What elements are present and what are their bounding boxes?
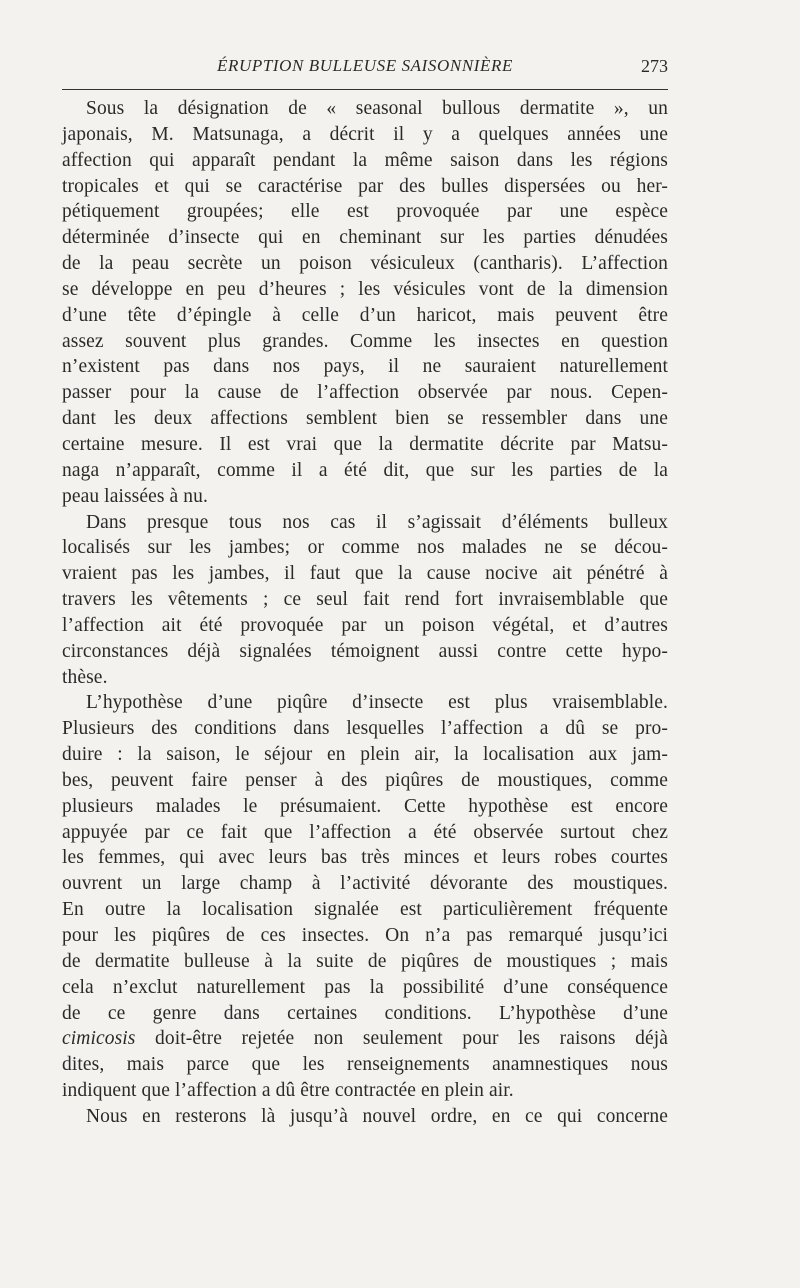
body-text	[62, 96, 668, 1130]
text-line: certaine mesure. Il est vrai que la dermatite décrite par Matsu-	[62, 433, 668, 455]
text-line: indiquent que l’affection a dû être contractée en plein air.	[62, 1080, 514, 1102]
text-line: peau laissées à nu.	[62, 485, 208, 507]
page-number: 273	[641, 56, 668, 76]
text-line: L’hypothèse d’une piqûre d’insecte est plus vraisemblable.	[86, 692, 668, 714]
text-line: localisés sur les jambes; or comme nos malades ne se décou-	[62, 537, 668, 559]
text-line: l’affection ait été provoquée par un poison végétal, et d’autres	[62, 614, 668, 636]
text-line: cela n’exclut naturellement pas la possibilité d’une conséquence	[62, 976, 668, 998]
text-line: se développe en peu d’heures ; les vésicules vont de la dimension	[62, 278, 668, 300]
text-line: Plusieurs des conditions dans lesquelles l’affection a dû se pro-	[62, 718, 668, 740]
text-line: ouvrent un large champ à l’activité dévorante des moustiques.	[62, 873, 668, 895]
text-line: les femmes, qui avec leurs bas très minces et leurs robes courtes	[62, 847, 668, 869]
text-line: pour les piqûres de ces insectes. On n’a pas remarqué jusqu’ici	[62, 925, 668, 946]
text-line: déterminée d’insecte qui en cheminant sur les parties dénudées	[62, 227, 668, 249]
text-line: Nous en resterons là jusqu’à nouvel ordre, en ce qui concerne	[86, 1105, 668, 1127]
text-line: vraient pas les jambes, il faut que la cause nocive ait pénétré à	[62, 563, 668, 585]
text-line: appuyée par ce fait que l’affection a été observée surtout chez	[62, 821, 668, 843]
text-line: assez souvent plus grandes. Comme les insectes en question	[62, 330, 668, 352]
text-line: de ce genre dans certaines conditions. L’hypothèse d’une	[62, 1002, 668, 1024]
text-line: japonais, M. Matsunaga, a décrit il y a quelques années une	[62, 123, 668, 145]
text-line: n’existent pas dans nos pays, il ne sauraient naturellement	[62, 356, 668, 378]
text-line: duire : la saison, le séjour en plein air, la localisation aux jam-	[62, 744, 668, 766]
text-line: dant les deux affections semblent bien se ressembler dans une	[62, 408, 668, 430]
header-rule	[62, 89, 668, 90]
text-line: travers les vêtements ; ce seul fait rend fort invraisemblable que	[62, 589, 668, 611]
italic-term: cimicosis	[62, 1028, 136, 1050]
text-line: affection qui apparaît pendant la même saison dans les régions	[62, 149, 668, 171]
text-line: tropicales et qui se caractérise par des bulles dispersées ou her-	[62, 175, 668, 197]
text-line-rest: doit-être rejetée non seulement pour les raisons déjà	[155, 1028, 668, 1050]
text-line: circonstances déjà signalées témoignent aussi contre cette hypo-	[62, 640, 668, 662]
text-line: d’une tête d’épingle à celle d’un haricot, mais peuvent être	[62, 304, 668, 326]
text-line: passer pour la cause de l’affection observée par nous. Cepen-	[62, 382, 668, 404]
text-line	[62, 1026, 668, 1052]
text-line: Sous la désignation de « seasonal bullous dermatite », un	[86, 98, 668, 119]
text-line: de la peau secrète un poison vésiculeux (cantharis). L’affection	[62, 253, 668, 275]
running-title: ÉRUPTION BULLEUSE SAISONNIÈRE	[217, 56, 513, 75]
text-line: dites, mais parce que les renseignements anamnestiques nous	[62, 1054, 668, 1076]
text-line: bes, peuvent faire penser à des piqûres de moustiques, comme	[62, 769, 668, 791]
text-line: Dans presque tous nos cas il s’agissait d’éléments bulleux	[86, 511, 668, 533]
text-line: thèse.	[62, 666, 108, 688]
text-line: En outre la localisation signalée est particulièrement fréquente	[62, 899, 668, 921]
text-line: pétiquement groupées; elle est provoquée par une espèce	[62, 201, 668, 223]
text-line: plusieurs malades le présumaient. Cette hypothèse est encore	[62, 795, 668, 817]
running-head	[62, 56, 668, 82]
text-line: de dermatite bulleuse à la suite de piqûres de moustiques ; mais	[62, 950, 668, 972]
text-line: naga n’apparaît, comme il a été dit, que sur les parties de la	[62, 459, 668, 481]
